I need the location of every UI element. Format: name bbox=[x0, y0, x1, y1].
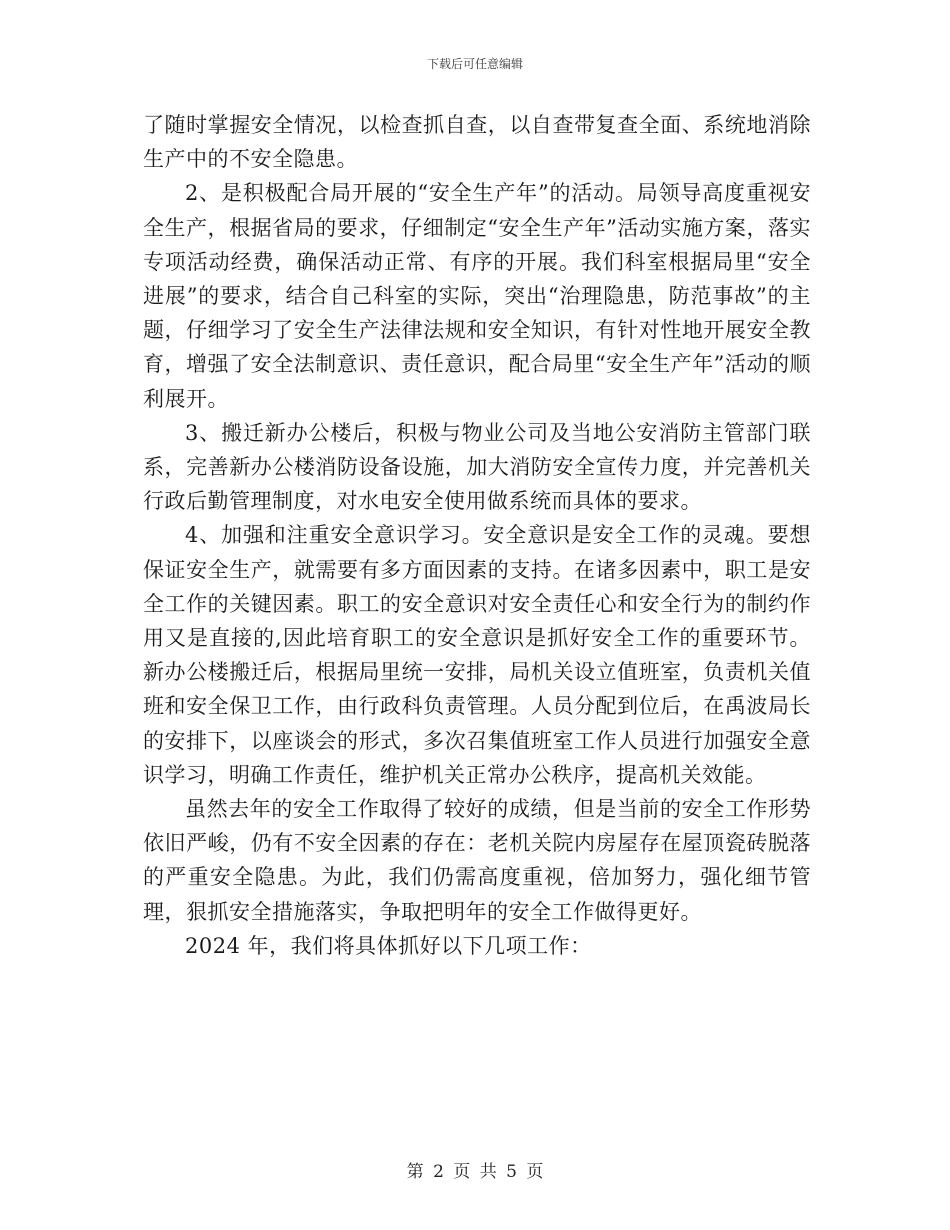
paragraph-plan-intro: 2024 年，我们将具体抓好以下几项工作： bbox=[185, 933, 592, 958]
document-body bbox=[143, 108, 811, 963]
page-number-footer: 第 2 页 共 5 页 bbox=[406, 1162, 544, 1182]
paragraph-item-4: 4、加强和注重安全意识学习。安全意识是安全工作的灵魂。要想保证安全生产，就需要有多方面因素的支持。在诸多因素中，职工是安全工作的关键因素。职工的安全意识对安全责任心和安全行为的制约作用又是直接的,因此培育职工的安全意识是抓好安全工作的重要环节。新办公楼搬迁后，根据局里统一安排，局机关设立值班室，负责机关值班和安全保卫工作，由行政科负责管理。人员分配到位后，在禹波局长的安排下，以座谈会的形式，多次召集值班室工作人员进行加强安全意识学习，明确工作责任，维护机关正常办公秩序，提高机关效能。 bbox=[143, 523, 811, 787]
paragraph-continuation: 了随时掌握安全情况，以检查抓自查，以自查带复查全面、系统地消除生产中的不安全隐患。 bbox=[143, 113, 811, 172]
paragraph-item-2: 2、是积极配合局开展的“安全生产年”的活动。局领导高度重视安全生产，根据省局的要求，仔细制定“安全生产年”活动实施方案，落实专项活动经费，确保活动正常、有序的开展。我们科室根据局里“安全进展”的要求，结合自己科室的实际，突出“治理隐患，防范事故”的主题，仔细学习了安全生产法律法规和安全知识，有针对性地开展安全教育，增强了安全法制意识、责任意识，配合局里“安全生产年”活动的顺利展开。 bbox=[143, 181, 811, 411]
paragraph-item-3: 3、搬迁新办公楼后，积极与物业公司及当地公安消防主管部门联系，完善新办公楼消防设备设施，加大消防安全宣传力度，并完善机关行政后勤管理制度，对水电安全使用做系统而具体的要求。 bbox=[143, 420, 811, 514]
header-note: 下载后可任意编辑 bbox=[426, 57, 523, 71]
paragraph-summary: 虽然去年的安全工作取得了较好的成绩，但是当前的安全工作形势依旧严峻，仍有不安全因素的存在：老机关院内房屋存在屋顶瓷砖脱落的严重安全隐患。为此，我们仍需高度重视，倍加努力，强化细节管理，狠抓安全措施落实，争取把明年的安全工作做得更好。 bbox=[143, 797, 811, 924]
